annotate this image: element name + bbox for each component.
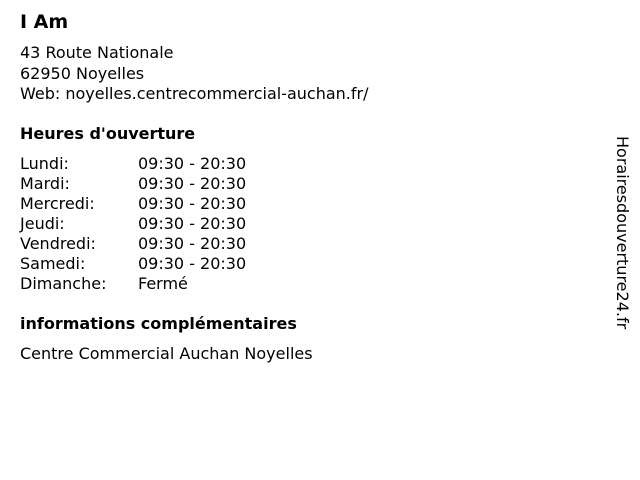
opening-hours-heading: Heures d'ouverture bbox=[20, 124, 196, 143]
day-label: Mardi: bbox=[20, 174, 70, 193]
store-address bbox=[20, 43, 369, 105]
hours-value: 09:30 - 20:30 bbox=[138, 194, 247, 213]
day-label: Samedi: bbox=[20, 254, 86, 273]
hours-value: 09:30 - 20:30 bbox=[138, 214, 247, 233]
additional-info-heading: informations complémentaires bbox=[20, 314, 297, 333]
hours-value: 09:30 - 20:30 bbox=[138, 154, 247, 173]
site-watermark: Horairesdouverture24.fr bbox=[613, 136, 632, 330]
additional-info-text: Centre Commercial Auchan Noyelles bbox=[20, 344, 313, 363]
day-label: Vendredi: bbox=[20, 234, 96, 253]
hours-value: Fermé bbox=[138, 274, 188, 293]
day-label: Jeudi: bbox=[20, 214, 65, 233]
store-name: I Am bbox=[20, 11, 69, 33]
store-website: Web: noyelles.centrecommercial-auchan.fr/ bbox=[20, 84, 369, 103]
hours-value: 09:30 - 20:30 bbox=[138, 234, 247, 253]
hours-value: 09:30 - 20:30 bbox=[138, 254, 247, 273]
day-label: Dimanche: bbox=[20, 274, 107, 293]
address-city: 62950 Noyelles bbox=[20, 63, 145, 83]
address-street: 43 Route Nationale bbox=[20, 43, 174, 62]
day-label: Lundi: bbox=[20, 154, 69, 173]
hours-value: 09:30 - 20:30 bbox=[138, 174, 247, 193]
day-label: Mercredi: bbox=[20, 194, 95, 213]
